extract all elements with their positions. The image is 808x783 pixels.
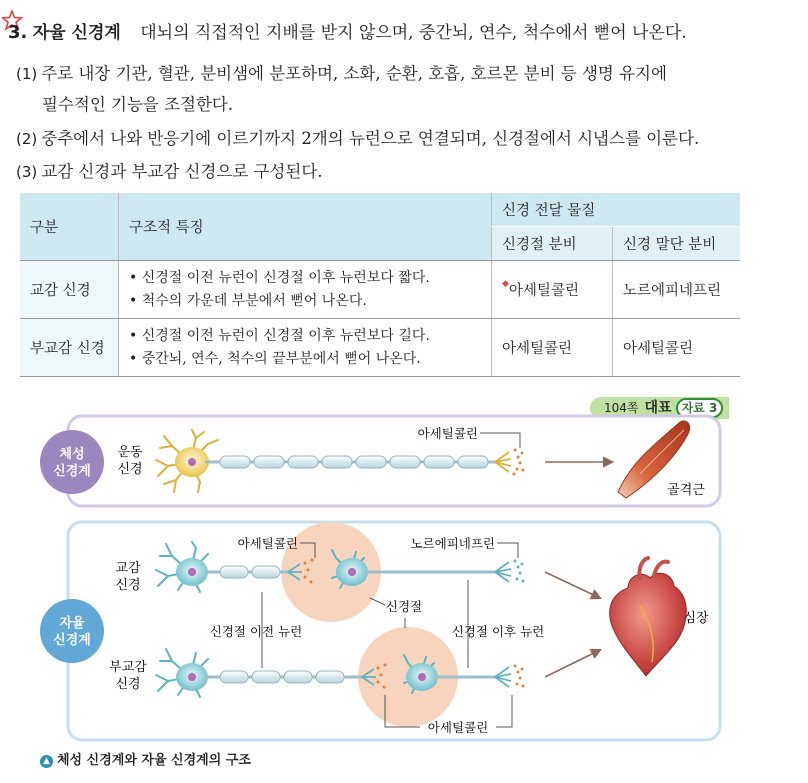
nerve-comparison-table: [20, 193, 740, 377]
reference-data: 자료 3: [676, 398, 724, 418]
header-transmitter: 신경 전달 물질: [492, 193, 741, 227]
svg-text:자율: 자율: [59, 616, 85, 631]
sympathetic-ach-label: 아세틸콜린: [237, 536, 298, 551]
feature-text: • 신경절 이전 뉴런이 신경절 이후 뉴런보다 짧다.: [129, 269, 430, 286]
autonomic-badge: [40, 599, 104, 663]
skeletal-muscle-label: 골격근: [667, 483, 705, 498]
item-text: 중추에서 나와 반응기에 이르기까지 2개의 뉴런으로 연결되며, 신경절에서 시냅스를 이룬다.: [41, 129, 700, 148]
list-item: [16, 158, 323, 182]
row-name: 교감 신경: [20, 261, 119, 319]
row-ending: 아세틸콜린: [613, 319, 741, 377]
feature-text: • 신경절 이전 뉴런이 신경절 이후 뉴런보다 길다.: [129, 327, 430, 344]
row-ending: 노르에피네프린: [613, 261, 741, 319]
svg-text:신경계: 신경계: [53, 464, 91, 479]
section-number: 3.: [8, 22, 28, 43]
svg-text:신경: 신경: [117, 462, 143, 477]
svg-text:체성: 체성: [59, 447, 85, 462]
item-marker: (1): [16, 65, 38, 83]
diamond-icon: ◆: [502, 279, 509, 289]
section-keyword: 자율 신경계: [32, 23, 121, 43]
svg-text:신경계: 신경계: [53, 633, 91, 648]
item-marker: (2): [16, 130, 38, 148]
header-structure: 구조적 특징: [119, 193, 492, 261]
motor-label: 운동: [117, 445, 143, 460]
feature-text: • 중간뇌, 연수, 척수의 끝부분에서 뻗어 나온다.: [129, 350, 421, 367]
somatic-badge: [40, 430, 104, 494]
pre-neuron-label: 신경절 이전 뉴런: [209, 624, 303, 639]
table-row: [20, 261, 740, 319]
ganglion-label: 신경절: [385, 599, 423, 614]
item-text: 교감 신경과 부교감 신경으로 구성된다.: [41, 162, 323, 181]
ganglion-value: 아세틸콜린: [508, 283, 579, 299]
sympathetic-label: 교감: [115, 561, 141, 576]
parasympathetic-ach-label: 아세틸콜린: [427, 720, 489, 735]
up-arrow-icon: ▲: [40, 755, 53, 768]
svg-text:신경: 신경: [115, 578, 141, 593]
list-item: [16, 60, 667, 84]
header-category: 구분: [20, 193, 119, 261]
feature-text: • 척수의 가운데 부분에서 뻗어 나온다.: [129, 292, 367, 309]
reference-label: 대표: [644, 400, 672, 416]
list-item: [16, 125, 699, 149]
section-heading: [8, 18, 687, 43]
row-ganglion: [492, 261, 613, 319]
item-marker: (3): [16, 163, 38, 181]
table-row: [20, 319, 740, 377]
heart-label: 심장: [683, 611, 709, 626]
section-description: 대뇌의 직접적인 지배를 받지 않으며, 중간뇌, 연수, 척수에서 뻗어 나온다.: [140, 23, 687, 43]
nervous-system-diagram: [0, 400, 808, 750]
header-ending-release: 신경 말단 분비: [613, 227, 741, 261]
row-name: 부교감 신경: [20, 319, 119, 377]
header-ganglion-release: 신경절 분비: [492, 227, 613, 261]
somatic-ach-label: 아세틸콜린: [417, 426, 478, 441]
svg-text:신경: 신경: [115, 677, 141, 692]
row-features: [119, 261, 492, 319]
list-item-continued: 필수적인 기능을 조절한다.: [42, 95, 234, 114]
figure-caption: ▲ 체성 신경계와 자율 신경계의 구조: [40, 749, 251, 768]
parasympathetic-label: 부교감: [109, 660, 147, 675]
post-neuron-label: 신경절 이후 뉴런: [451, 624, 545, 639]
norepinephrine-label: 노르에피네프린: [410, 536, 495, 551]
reference-page: 104쪽: [604, 401, 639, 415]
item-text: 주로 내장 기관, 혈관, 분비샘에 분포하며, 소화, 순환, 호흡, 호르몬 분비 등 생명 유지에: [41, 64, 667, 83]
row-features: [119, 319, 492, 377]
row-ganglion: 아세틸콜린: [492, 319, 613, 377]
